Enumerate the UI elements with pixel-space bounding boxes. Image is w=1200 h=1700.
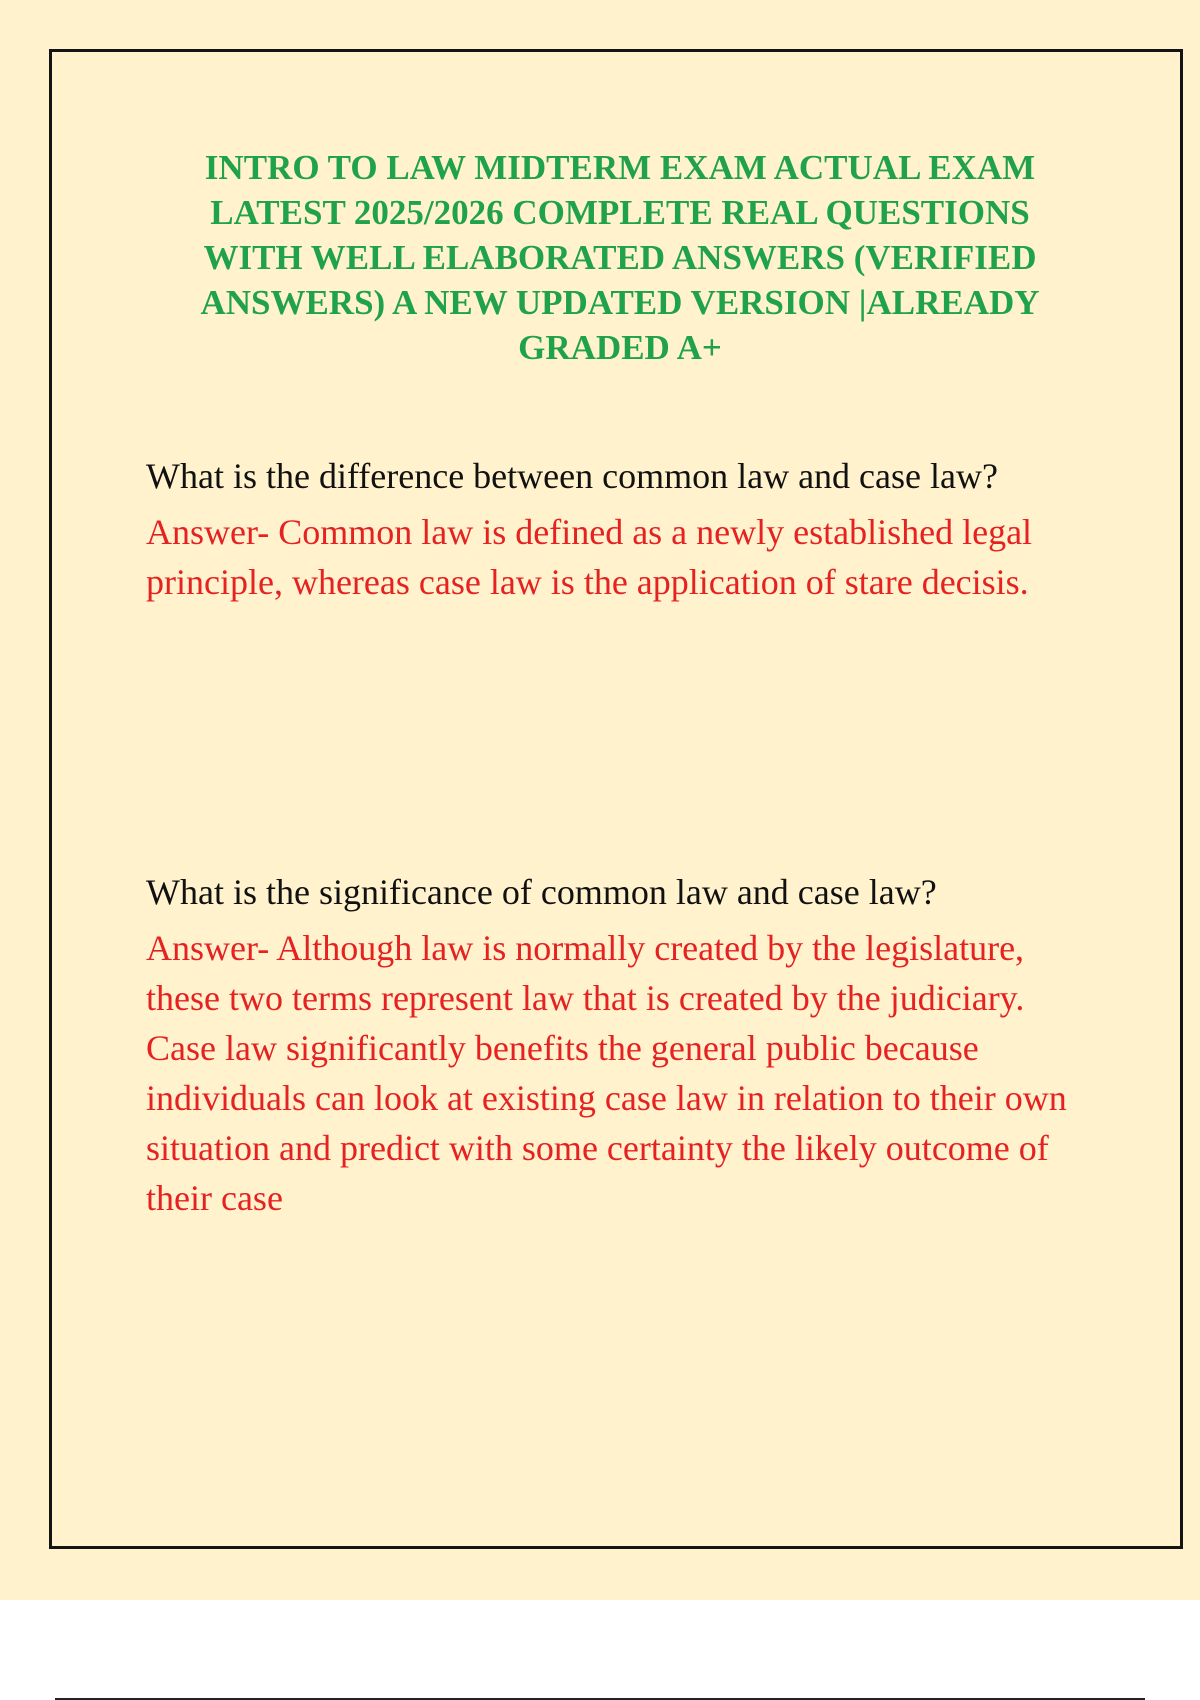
question-text: What is the significance of common law and case law? — [146, 872, 937, 912]
qa-block-2 — [146, 867, 1101, 1223]
qa-block-1 — [146, 451, 1101, 607]
document-title: INTRO TO LAW MIDTERM EXAM ACTUAL EXAM LATEST 2025/2026 COMPLETE REAL QUESTIONS WITH WELL ELABORATED ANSWERS (VERIFIED ANSWERS) A NEW UPDATED VERSION |ALREADY GRADED A+ — [200, 148, 1040, 367]
question-text: What is the difference between common law and case law? — [146, 456, 998, 496]
answer-text: Answer- Although law is normally created by the legislature, these two terms represent law that is created by the judiciary. Case law significantly benefits the general public because individuals can look at existing case law in relation to their own situation and predict with some certainty the likely outcome of their case — [146, 928, 1067, 1218]
answer-text: Answer- Common law is defined as a newly established legal principle, whereas case law is the application of stare decisis. — [146, 512, 1033, 602]
